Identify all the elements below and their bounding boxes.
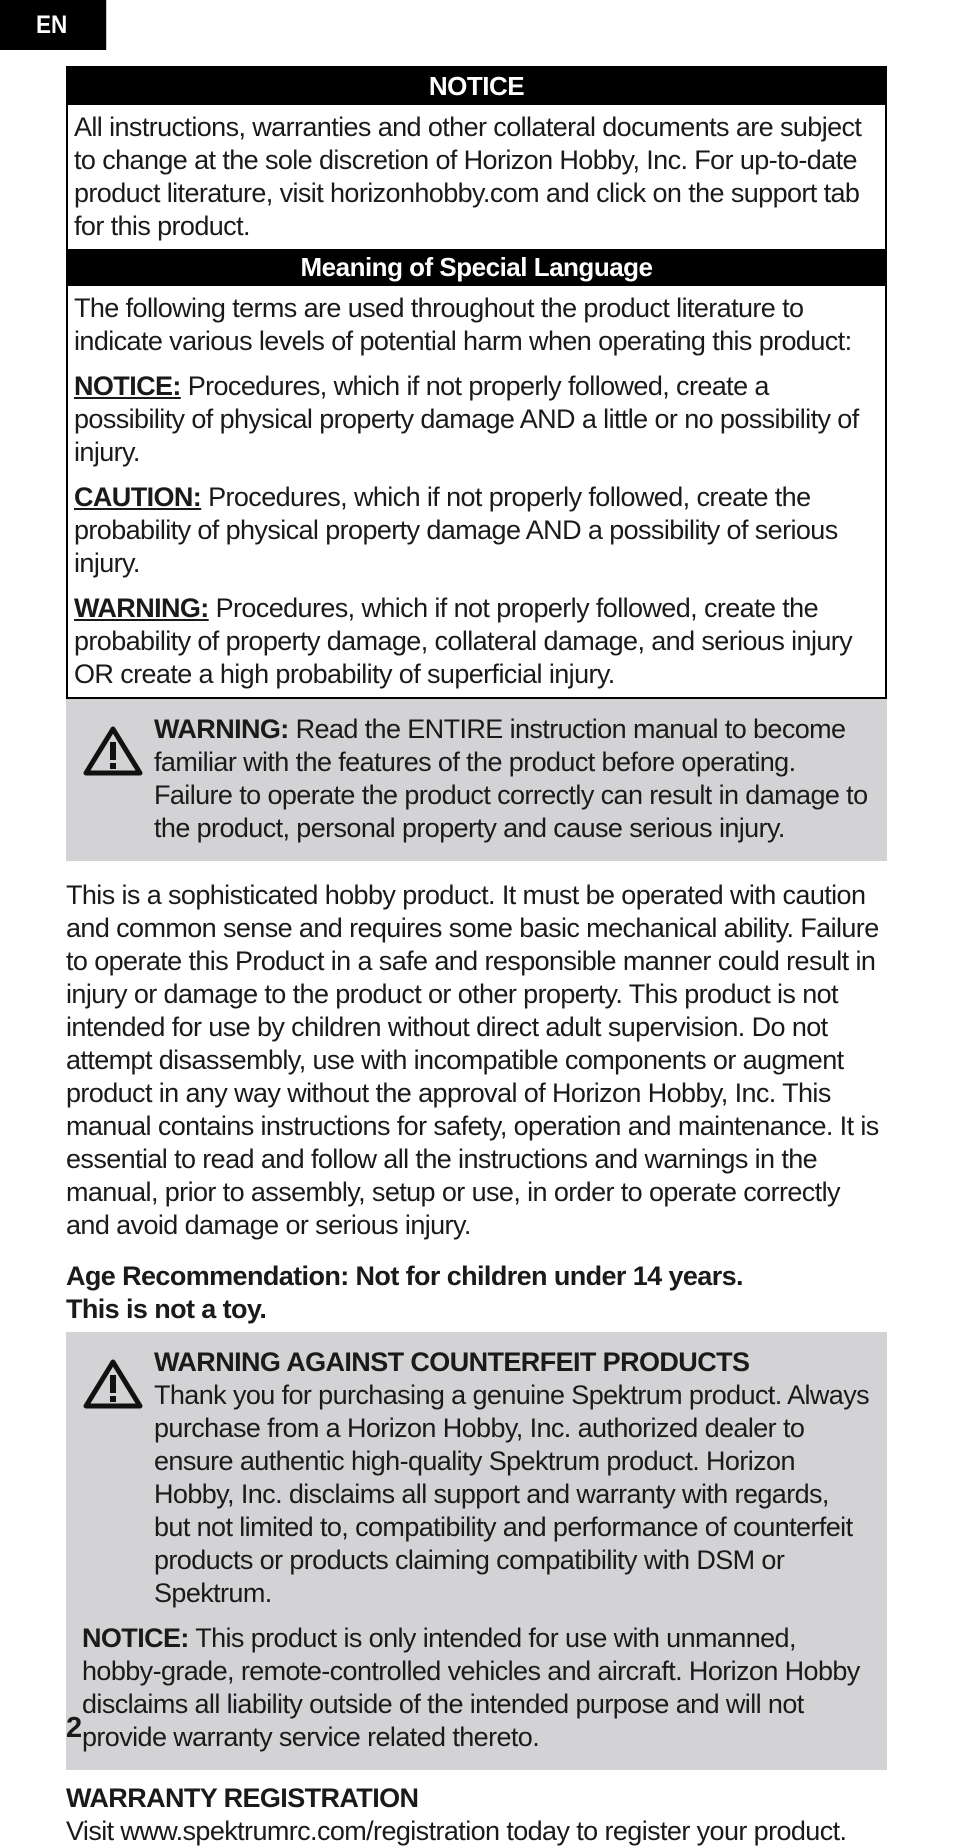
notice-box <box>66 66 887 699</box>
counterfeit-warning-box <box>66 1332 887 1770</box>
counterfeit-notice-text: This product is only intended for use with unmanned, hobby-grade, remote-controlled vehicles and aircraft. Horizon Hobby disclaims all liability outside of the intended purpose and will not provide warranty service related thereto. <box>82 1623 860 1752</box>
term-notice <box>74 370 879 469</box>
warranty-registration <box>66 1782 887 1848</box>
notice-heading: NOTICE <box>68 68 885 105</box>
notice-text: All instructions, warranties and other collateral documents are subject to change at the sole discretion of Horizon Hobby, Inc. For up-to-date product literature, visit horizonhobby.com and click on the support tab for this product. <box>74 112 862 241</box>
counterfeit-body: Thank you for purchasing a genuine Spektrum product. Always purchase from a Horizon Hobby, Inc. authorized dealer to ensure authentic high-quality Spektrum product. Horizon Hobby, Inc. disclaims all support and warranty with regards, but not limited to, compatibility and performance of counterfeit products or products claiming compatibility with DSM or Spektrum. <box>154 1380 870 1608</box>
special-language-body <box>68 286 885 697</box>
special-language-heading: Meaning of Special Language <box>68 249 885 286</box>
term-caution <box>74 481 879 580</box>
safety-paragraph: This is a sophisticated hobby product. It must be operated with caution and common sense and requires some basic mechanical ability. Failure to operate this Product in a safe and responsible manner could result in injury or damage to the product or other property. This product is not intended for use by children without direct adult supervision. Do not attempt disassembly, use with incompatible components or augment product in any way without the approval of Horizon Hobby, Inc. This manual contains instructions for safety, operation and maintenance. It is essential to read and follow all the instructions and warnings in the manual, prior to assembly, setup or use, in order to operate correctly and avoid damage or serious injury. <box>66 880 879 1240</box>
notice-text-wrap <box>68 105 885 249</box>
age-line-2: This is not a toy. <box>66 1294 267 1324</box>
warning-triangle-icon <box>82 725 144 777</box>
page-number: 2 <box>66 1712 82 1744</box>
age-recommendation <box>66 1260 887 1326</box>
registration-title: WARRANTY REGISTRATION <box>66 1783 419 1813</box>
registration-text: Visit www.spektrumrc.com/registration today to register your product. <box>66 1816 847 1846</box>
counterfeit-warning-text <box>82 1346 871 1610</box>
term-text: Procedures, which if not properly followed, create the probability of physical property damage AND a possibility of serious injury. <box>74 482 838 578</box>
page-content <box>66 66 887 1848</box>
counterfeit-title: WARNING AGAINST COUNTERFEIT PRODUCTS <box>154 1347 750 1377</box>
term-warning <box>74 592 879 691</box>
term-text: Procedures, which if not properly followed, create a possibility of physical property damage AND a little or no possibility of injury. <box>74 371 859 467</box>
age-line-1: Age Recommendation: Not for children under 14 years. <box>66 1261 743 1291</box>
term-label: NOTICE: <box>74 371 181 401</box>
counterfeit-notice-label: NOTICE: <box>82 1623 189 1653</box>
term-label: CAUTION: <box>74 482 202 512</box>
manual-warning-box <box>66 699 887 861</box>
manual-warning-text <box>82 713 871 845</box>
term-label: WARNING: <box>74 593 209 623</box>
warning-triangle-icon <box>82 1358 144 1410</box>
counterfeit-notice <box>82 1622 871 1754</box>
language-tab: EN <box>0 0 106 50</box>
manual-warning-label: WARNING: <box>154 714 289 744</box>
special-language-intro: The following terms are used throughout the product literature to indicate various levels of potential harm when operating this product: <box>74 293 852 356</box>
manual-warning-body: Read the ENTIRE instruction manual to become familiar with the features of the product before operating. Failure to operate the product correctly can result in damage to the product, personal property and cause serious injury. <box>154 714 868 843</box>
term-text: Procedures, which if not properly followed, create the probability of property damage, collateral damage, and serious injury OR create a high probability of superficial injury. <box>74 593 853 689</box>
